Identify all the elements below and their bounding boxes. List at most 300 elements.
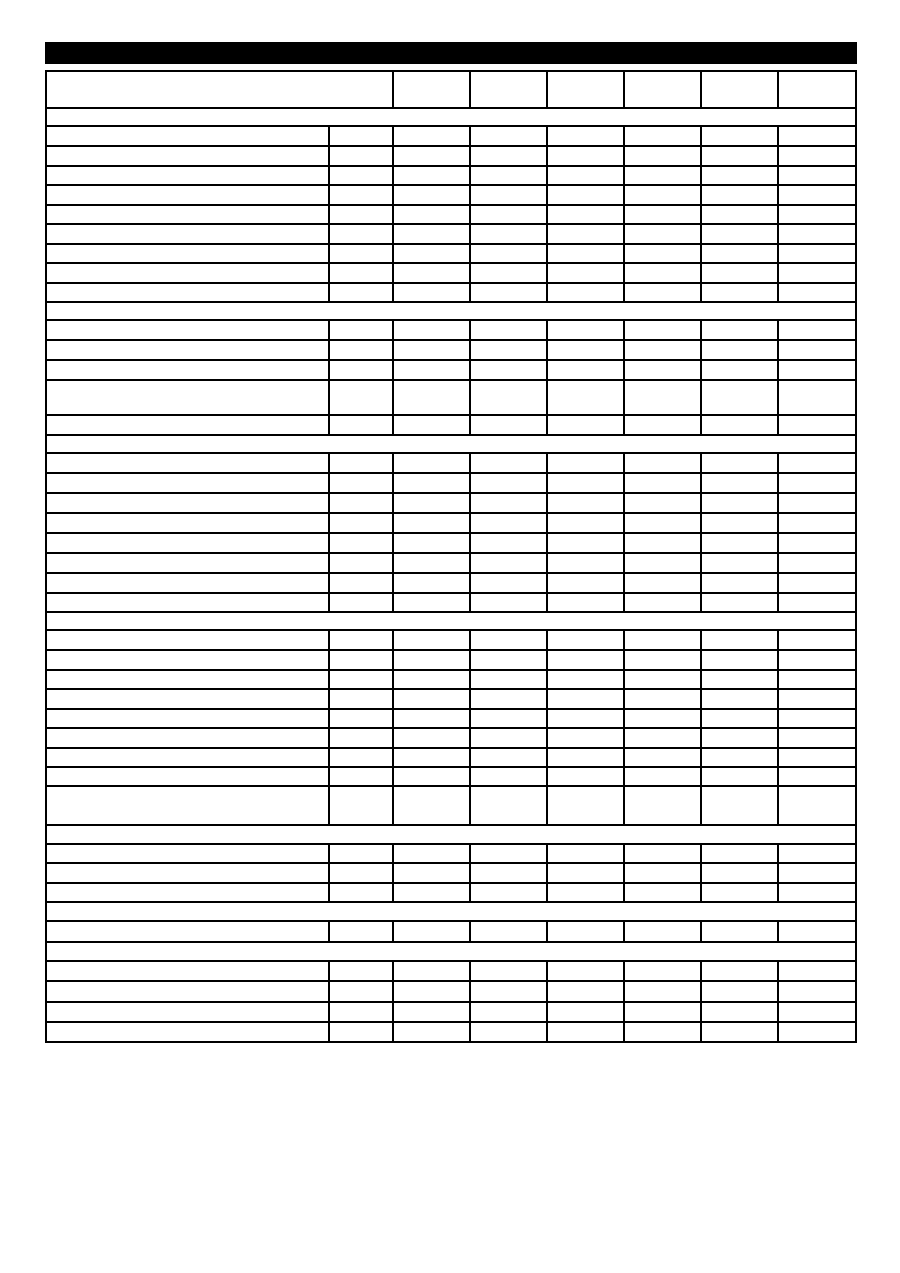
label-cell bbox=[46, 1002, 329, 1022]
entry-cell bbox=[393, 205, 470, 224]
entry-cell bbox=[778, 689, 856, 709]
entry-cell bbox=[470, 415, 547, 435]
entry-cell bbox=[778, 224, 856, 244]
header-label-cell bbox=[46, 71, 393, 108]
label-cell bbox=[46, 981, 329, 1002]
entry-cell bbox=[470, 630, 547, 650]
entry-cell bbox=[470, 573, 547, 593]
entry-cell bbox=[778, 670, 856, 689]
entry-cell bbox=[393, 650, 470, 670]
entry-cell bbox=[470, 1002, 547, 1022]
entry-cell bbox=[624, 320, 701, 340]
entry-cell bbox=[470, 553, 547, 573]
entry-cell bbox=[778, 844, 856, 863]
entry-cell bbox=[624, 1022, 701, 1042]
entry-cell bbox=[547, 453, 624, 473]
section-3-header-cell bbox=[46, 435, 856, 453]
entry-cell bbox=[470, 786, 547, 825]
entry-cell bbox=[624, 263, 701, 283]
entry-cell bbox=[701, 205, 778, 224]
entry-cell bbox=[701, 670, 778, 689]
entry-cell bbox=[778, 1022, 856, 1042]
entry-cell bbox=[778, 573, 856, 593]
entry-cell bbox=[547, 493, 624, 513]
entry-cell bbox=[624, 146, 701, 166]
label-cell bbox=[46, 883, 329, 902]
entry-cell bbox=[547, 224, 624, 244]
entry-cell bbox=[624, 573, 701, 593]
entry-cell bbox=[778, 360, 856, 380]
data-row bbox=[46, 244, 856, 263]
narrow-cell bbox=[329, 844, 393, 863]
section-7-header-row bbox=[46, 942, 856, 961]
narrow-cell bbox=[329, 786, 393, 825]
entry-cell bbox=[470, 844, 547, 863]
entry-cell bbox=[701, 340, 778, 360]
section-3-header-row bbox=[46, 435, 856, 453]
entry-cell bbox=[393, 573, 470, 593]
entry-cell bbox=[393, 630, 470, 650]
label-cell bbox=[46, 748, 329, 767]
narrow-cell bbox=[329, 320, 393, 340]
entry-cell bbox=[393, 493, 470, 513]
entry-cell bbox=[778, 146, 856, 166]
narrow-cell bbox=[329, 126, 393, 146]
data-row bbox=[46, 513, 856, 533]
entry-cell bbox=[393, 185, 470, 205]
section-4-header-cell bbox=[46, 612, 856, 630]
table-header-row bbox=[46, 71, 856, 108]
data-row bbox=[46, 493, 856, 513]
label-cell bbox=[46, 493, 329, 513]
header-col-2-cell bbox=[470, 71, 547, 108]
data-row bbox=[46, 1002, 856, 1022]
header-col-5-cell bbox=[701, 71, 778, 108]
entry-cell bbox=[701, 126, 778, 146]
entry-cell bbox=[701, 650, 778, 670]
entry-cell bbox=[470, 961, 547, 981]
entry-cell bbox=[470, 473, 547, 493]
entry-cell bbox=[778, 1002, 856, 1022]
entry-cell bbox=[778, 493, 856, 513]
label-cell bbox=[46, 553, 329, 573]
entry-cell bbox=[624, 513, 701, 533]
entry-cell bbox=[624, 473, 701, 493]
label-cell bbox=[46, 630, 329, 650]
header-col-4-cell bbox=[624, 71, 701, 108]
data-row bbox=[46, 1022, 856, 1042]
entry-cell bbox=[701, 786, 778, 825]
label-cell bbox=[46, 650, 329, 670]
entry-cell bbox=[470, 689, 547, 709]
data-row bbox=[46, 360, 856, 380]
entry-cell bbox=[701, 360, 778, 380]
label-cell bbox=[46, 961, 329, 981]
data-row bbox=[46, 709, 856, 728]
entry-cell bbox=[470, 493, 547, 513]
entry-cell bbox=[393, 981, 470, 1002]
entry-cell bbox=[624, 224, 701, 244]
label-cell bbox=[46, 415, 329, 435]
entry-cell bbox=[470, 205, 547, 224]
data-row bbox=[46, 205, 856, 224]
entry-cell bbox=[470, 533, 547, 553]
label-cell bbox=[46, 166, 329, 185]
data-row bbox=[46, 126, 856, 146]
label-cell bbox=[46, 573, 329, 593]
narrow-cell bbox=[329, 650, 393, 670]
entry-cell bbox=[470, 767, 547, 786]
label-cell bbox=[46, 593, 329, 612]
entry-cell bbox=[701, 166, 778, 185]
entry-cell bbox=[393, 283, 470, 302]
entry-cell bbox=[470, 283, 547, 302]
entry-cell bbox=[701, 573, 778, 593]
section-5-header-cell bbox=[46, 825, 856, 844]
entry-cell bbox=[393, 415, 470, 435]
entry-cell bbox=[547, 709, 624, 728]
label-cell bbox=[46, 1022, 329, 1042]
entry-cell bbox=[393, 728, 470, 748]
entry-cell bbox=[470, 380, 547, 415]
entry-cell bbox=[701, 748, 778, 767]
entry-cell bbox=[547, 415, 624, 435]
entry-cell bbox=[470, 453, 547, 473]
label-cell bbox=[46, 767, 329, 786]
entry-cell bbox=[778, 185, 856, 205]
entry-cell bbox=[701, 263, 778, 283]
entry-cell bbox=[701, 981, 778, 1002]
narrow-cell bbox=[329, 263, 393, 283]
narrow-cell bbox=[329, 921, 393, 942]
entry-cell bbox=[393, 473, 470, 493]
entry-cell bbox=[470, 340, 547, 360]
entry-cell bbox=[393, 224, 470, 244]
entry-cell bbox=[393, 689, 470, 709]
section-6-header-row bbox=[46, 902, 856, 921]
entry-cell bbox=[547, 340, 624, 360]
entry-cell bbox=[393, 320, 470, 340]
entry-cell bbox=[547, 513, 624, 533]
data-row bbox=[46, 263, 856, 283]
data-row bbox=[46, 380, 856, 415]
entry-cell bbox=[778, 244, 856, 263]
label-cell bbox=[46, 224, 329, 244]
entry-cell bbox=[778, 728, 856, 748]
entry-cell bbox=[547, 650, 624, 670]
header-col-6-cell bbox=[778, 71, 856, 108]
entry-cell bbox=[393, 513, 470, 533]
entry-cell bbox=[470, 263, 547, 283]
data-row bbox=[46, 883, 856, 902]
entry-cell bbox=[624, 844, 701, 863]
entry-cell bbox=[547, 320, 624, 340]
narrow-cell bbox=[329, 1002, 393, 1022]
entry-cell bbox=[778, 630, 856, 650]
entry-cell bbox=[778, 263, 856, 283]
entry-cell bbox=[701, 921, 778, 942]
entry-cell bbox=[547, 630, 624, 650]
entry-cell bbox=[624, 360, 701, 380]
data-row bbox=[46, 844, 856, 863]
label-cell bbox=[46, 453, 329, 473]
section-1-header-cell bbox=[46, 108, 856, 126]
entry-cell bbox=[701, 453, 778, 473]
narrow-cell bbox=[329, 593, 393, 612]
entry-cell bbox=[624, 961, 701, 981]
entry-cell bbox=[778, 533, 856, 553]
entry-cell bbox=[393, 1022, 470, 1042]
section-7-header-cell bbox=[46, 942, 856, 961]
narrow-cell bbox=[329, 360, 393, 380]
entry-cell bbox=[470, 921, 547, 942]
entry-cell bbox=[547, 961, 624, 981]
entry-cell bbox=[701, 533, 778, 553]
entry-cell bbox=[778, 961, 856, 981]
narrow-cell bbox=[329, 670, 393, 689]
entry-cell bbox=[624, 415, 701, 435]
narrow-cell bbox=[329, 630, 393, 650]
entry-cell bbox=[701, 728, 778, 748]
entry-cell bbox=[624, 340, 701, 360]
entry-cell bbox=[701, 883, 778, 902]
narrow-cell bbox=[329, 689, 393, 709]
entry-cell bbox=[701, 320, 778, 340]
data-row bbox=[46, 670, 856, 689]
entry-cell bbox=[393, 126, 470, 146]
entry-cell bbox=[778, 126, 856, 146]
entry-cell bbox=[547, 981, 624, 1002]
entry-cell bbox=[701, 185, 778, 205]
entry-cell bbox=[624, 205, 701, 224]
entry-cell bbox=[547, 883, 624, 902]
label-cell bbox=[46, 320, 329, 340]
data-row bbox=[46, 146, 856, 166]
entry-cell bbox=[778, 340, 856, 360]
entry-cell bbox=[701, 473, 778, 493]
label-cell bbox=[46, 244, 329, 263]
label-cell bbox=[46, 689, 329, 709]
label-cell bbox=[46, 340, 329, 360]
label-cell bbox=[46, 473, 329, 493]
label-cell bbox=[46, 863, 329, 883]
narrow-cell bbox=[329, 748, 393, 767]
entry-cell bbox=[624, 553, 701, 573]
entry-cell bbox=[547, 863, 624, 883]
section-2-header-cell bbox=[46, 302, 856, 320]
label-cell bbox=[46, 283, 329, 302]
data-row bbox=[46, 533, 856, 553]
data-row bbox=[46, 224, 856, 244]
entry-cell bbox=[393, 1002, 470, 1022]
entry-cell bbox=[778, 513, 856, 533]
entry-cell bbox=[701, 1002, 778, 1022]
data-row bbox=[46, 453, 856, 473]
label-cell bbox=[46, 205, 329, 224]
entry-cell bbox=[624, 533, 701, 553]
entry-cell bbox=[624, 709, 701, 728]
entry-cell bbox=[624, 981, 701, 1002]
entry-cell bbox=[701, 380, 778, 415]
entry-cell bbox=[470, 146, 547, 166]
entry-cell bbox=[393, 263, 470, 283]
data-row bbox=[46, 473, 856, 493]
entry-cell bbox=[470, 863, 547, 883]
entry-cell bbox=[393, 767, 470, 786]
entry-cell bbox=[778, 380, 856, 415]
entry-cell bbox=[393, 146, 470, 166]
entry-cell bbox=[393, 593, 470, 612]
entry-cell bbox=[778, 709, 856, 728]
data-row bbox=[46, 573, 856, 593]
entry-cell bbox=[624, 453, 701, 473]
data-row bbox=[46, 689, 856, 709]
entry-cell bbox=[778, 553, 856, 573]
narrow-cell bbox=[329, 863, 393, 883]
entry-cell bbox=[393, 709, 470, 728]
label-cell bbox=[46, 360, 329, 380]
entry-cell bbox=[393, 748, 470, 767]
entry-cell bbox=[547, 360, 624, 380]
entry-cell bbox=[624, 689, 701, 709]
entry-cell bbox=[547, 573, 624, 593]
label-cell bbox=[46, 380, 329, 415]
entry-cell bbox=[624, 863, 701, 883]
entry-cell bbox=[393, 533, 470, 553]
entry-cell bbox=[701, 553, 778, 573]
entry-cell bbox=[547, 185, 624, 205]
entry-cell bbox=[470, 126, 547, 146]
entry-cell bbox=[701, 146, 778, 166]
entry-cell bbox=[547, 728, 624, 748]
entry-cell bbox=[624, 670, 701, 689]
narrow-cell bbox=[329, 415, 393, 435]
entry-cell bbox=[778, 883, 856, 902]
narrow-cell bbox=[329, 533, 393, 553]
entry-cell bbox=[470, 748, 547, 767]
entry-cell bbox=[393, 921, 470, 942]
entry-cell bbox=[778, 453, 856, 473]
entry-cell bbox=[470, 728, 547, 748]
entry-cell bbox=[547, 921, 624, 942]
entry-cell bbox=[778, 786, 856, 825]
data-row bbox=[46, 786, 856, 825]
narrow-cell bbox=[329, 166, 393, 185]
label-cell bbox=[46, 709, 329, 728]
entry-cell bbox=[547, 1022, 624, 1042]
section-4-header-row bbox=[46, 612, 856, 630]
entry-cell bbox=[393, 166, 470, 185]
entry-cell bbox=[624, 728, 701, 748]
entry-cell bbox=[701, 961, 778, 981]
entry-cell bbox=[547, 146, 624, 166]
entry-cell bbox=[547, 553, 624, 573]
header-col-1-cell bbox=[393, 71, 470, 108]
entry-cell bbox=[701, 767, 778, 786]
entry-cell bbox=[701, 630, 778, 650]
entry-cell bbox=[624, 380, 701, 415]
entry-cell bbox=[470, 224, 547, 244]
label-cell bbox=[46, 263, 329, 283]
data-row bbox=[46, 320, 856, 340]
entry-cell bbox=[547, 380, 624, 415]
entry-cell bbox=[393, 380, 470, 415]
entry-cell bbox=[547, 689, 624, 709]
entry-cell bbox=[547, 767, 624, 786]
entry-cell bbox=[778, 473, 856, 493]
entry-cell bbox=[701, 593, 778, 612]
entry-cell bbox=[470, 185, 547, 205]
data-row bbox=[46, 185, 856, 205]
entry-cell bbox=[624, 185, 701, 205]
entry-cell bbox=[778, 166, 856, 185]
entry-cell bbox=[470, 593, 547, 612]
entry-cell bbox=[624, 650, 701, 670]
data-row bbox=[46, 650, 856, 670]
entry-cell bbox=[470, 883, 547, 902]
entry-cell bbox=[547, 283, 624, 302]
data-row bbox=[46, 593, 856, 612]
label-cell bbox=[46, 513, 329, 533]
form-table bbox=[45, 70, 857, 1043]
entry-cell bbox=[393, 670, 470, 689]
entry-cell bbox=[547, 786, 624, 825]
entry-cell bbox=[624, 126, 701, 146]
data-row bbox=[46, 630, 856, 650]
title-bar bbox=[45, 42, 857, 64]
entry-cell bbox=[778, 748, 856, 767]
entry-cell bbox=[547, 670, 624, 689]
entry-cell bbox=[393, 244, 470, 263]
entry-cell bbox=[393, 961, 470, 981]
entry-cell bbox=[470, 513, 547, 533]
entry-cell bbox=[624, 921, 701, 942]
entry-cell bbox=[624, 1002, 701, 1022]
entry-cell bbox=[624, 630, 701, 650]
entry-cell bbox=[470, 1022, 547, 1042]
entry-cell bbox=[701, 689, 778, 709]
entry-cell bbox=[470, 166, 547, 185]
entry-cell bbox=[393, 863, 470, 883]
data-row bbox=[46, 728, 856, 748]
narrow-cell bbox=[329, 146, 393, 166]
entry-cell bbox=[701, 513, 778, 533]
entry-cell bbox=[778, 415, 856, 435]
label-cell bbox=[46, 786, 329, 825]
section-1-header-row bbox=[46, 108, 856, 126]
entry-cell bbox=[778, 767, 856, 786]
label-cell bbox=[46, 670, 329, 689]
entry-cell bbox=[393, 883, 470, 902]
narrow-cell bbox=[329, 573, 393, 593]
entry-cell bbox=[778, 205, 856, 224]
entry-cell bbox=[470, 244, 547, 263]
entry-cell bbox=[547, 473, 624, 493]
label-cell bbox=[46, 844, 329, 863]
data-row bbox=[46, 340, 856, 360]
narrow-cell bbox=[329, 224, 393, 244]
section-6-header-cell bbox=[46, 902, 856, 921]
entry-cell bbox=[778, 283, 856, 302]
narrow-cell bbox=[329, 185, 393, 205]
data-row bbox=[46, 283, 856, 302]
data-row bbox=[46, 981, 856, 1002]
narrow-cell bbox=[329, 709, 393, 728]
narrow-cell bbox=[329, 961, 393, 981]
header-col-3-cell bbox=[547, 71, 624, 108]
narrow-cell bbox=[329, 883, 393, 902]
entry-cell bbox=[701, 844, 778, 863]
